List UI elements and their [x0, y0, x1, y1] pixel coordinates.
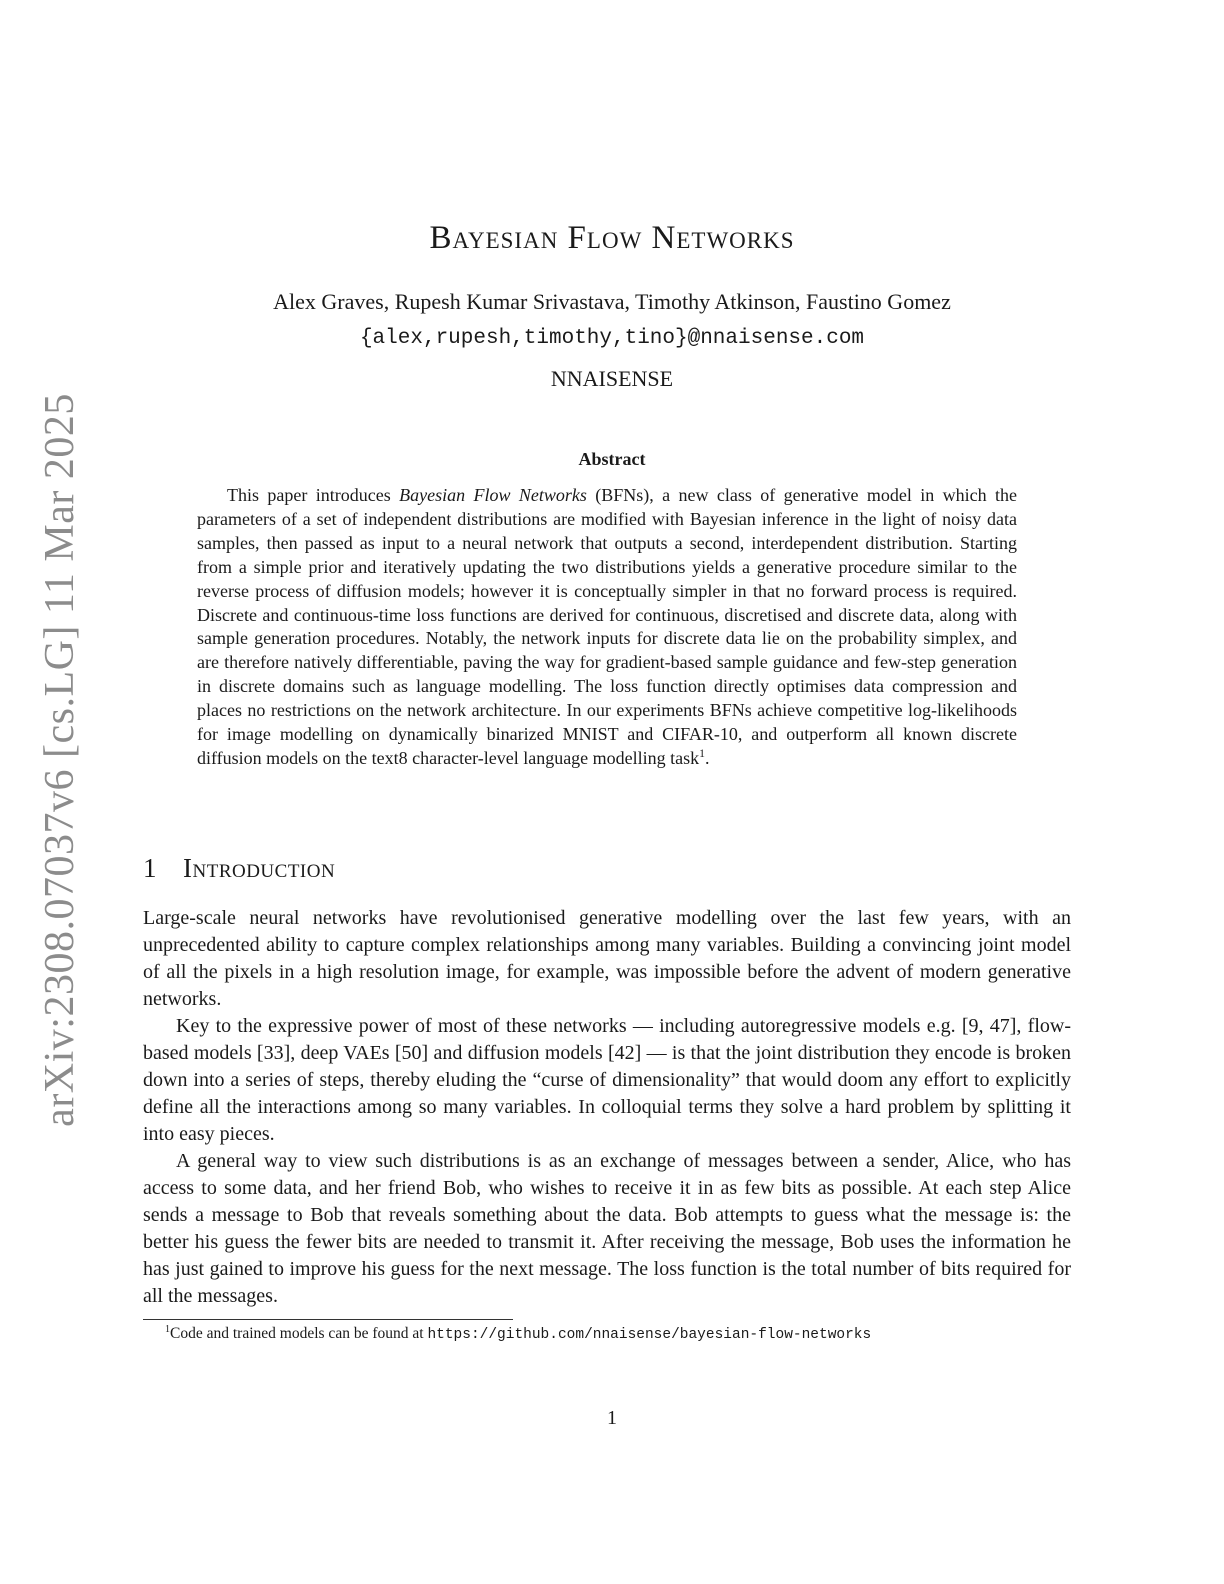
- paragraph: A general way to view such distributions is as an exchange of messages between a sender, Alice, who has access to some data, and her friend Bob, who wishes to receive it in as few bits as possible. At each step Alice sends a message to Bob that reveals something about the data. Bob attempts to guess what the message is: the better his guess the fewer bits are needed to transmit it. After receiving the message, Bob uses the information he has just gained to improve his guess for the next message. The loss function is the total number of bits required for all the messages.: [143, 1150, 1071, 1307]
- abstract-body: [197, 484, 1017, 771]
- footnote-link[interactable]: https://github.com/nnaisense/bayesian-flow-networks: [427, 1327, 872, 1343]
- abstract-intro: This paper introduces: [227, 485, 400, 505]
- abstract-end: .: [705, 747, 710, 768]
- footnote-reference[interactable]: 1: [699, 746, 705, 760]
- affiliation: NNAISENSE: [550, 366, 674, 391]
- author-list: Alex Graves, Rupesh Kumar Srivastava, Timothy Atkinson, Faustino Gomez: [273, 289, 951, 314]
- paragraph: Large-scale neural networks have revolutionised generative modelling over the last few years, with an unprecedented ability to capture complex relationships among many variables. Building a convincing joint model of all the pixels in a high resolution image, for example, was impossible before the advent of modern generative networks.: [143, 907, 1071, 1010]
- footnote-text: Code and trained models can be found at: [170, 1325, 428, 1342]
- introduction-body: [143, 905, 1071, 1310]
- footnote-mark: 1: [165, 1323, 171, 1335]
- section-title: Introduction: [183, 853, 336, 883]
- abstract-heading: Abstract: [578, 449, 646, 469]
- arxiv-identifier-stamp: arXiv:2308.07037v6 [cs.LG] 11 Mar 2025: [37, 393, 83, 1127]
- section-number: 1: [143, 853, 157, 883]
- page-number: 1: [607, 1407, 617, 1429]
- footnote-divider: [143, 1319, 513, 1320]
- paper-title: Bayesian Flow Networks: [429, 220, 795, 256]
- abstract-term: Bayesian Flow Networks: [399, 485, 587, 505]
- paragraph: Key to the expressive power of most of these networks — including autoregressive models e.g. [9, 47], flow-based models [33], deep VAEs [50] and diffusion models [42] — is that the joint distribution they encode is broken down into a series of steps, thereby eluding the “curse of dimensionality” that would doom any effort to explicitly define all the interactions among so many variables. In colloquial terms they solve a hard problem by splitting it into easy pieces.: [143, 1015, 1071, 1145]
- footnote: [165, 1325, 871, 1343]
- section-heading: [143, 853, 335, 884]
- abstract-text: (BFNs), a new class of generative model in which the parameters of a set of independent distributions are modified with Bayesian inference in the light of noisy data samples, then passed as input to a neural network that outputs a second, interdependent distribution. Starting from a simple prior and iteratively updating the two distributions yields a generative procedure similar to the reverse process of diffusion models; however it is conceptually simpler in that no forward process is required. Discrete and continuous-time loss functions are derived for continuous, discretised and discrete data, along with sample generation procedures. Notably, the network inputs for discrete data lie on the probability simplex, and are therefore natively differentiable, paving the way for gradient-based sample guidance and few-step generation in discrete domains such as language modelling. The loss function directly optimises data compression and places no restrictions on the network architecture. In our experiments BFNs achieve competitive log-likelihoods for image modelling on dynamically binarized MNIST and CIFAR-10, and outperform all known discrete diffusion models on the text8 character-level language modelling task: [197, 485, 1018, 768]
- author-emails[interactable]: {alex,rupesh,timothy,tino}@nnaisense.com: [359, 327, 865, 350]
